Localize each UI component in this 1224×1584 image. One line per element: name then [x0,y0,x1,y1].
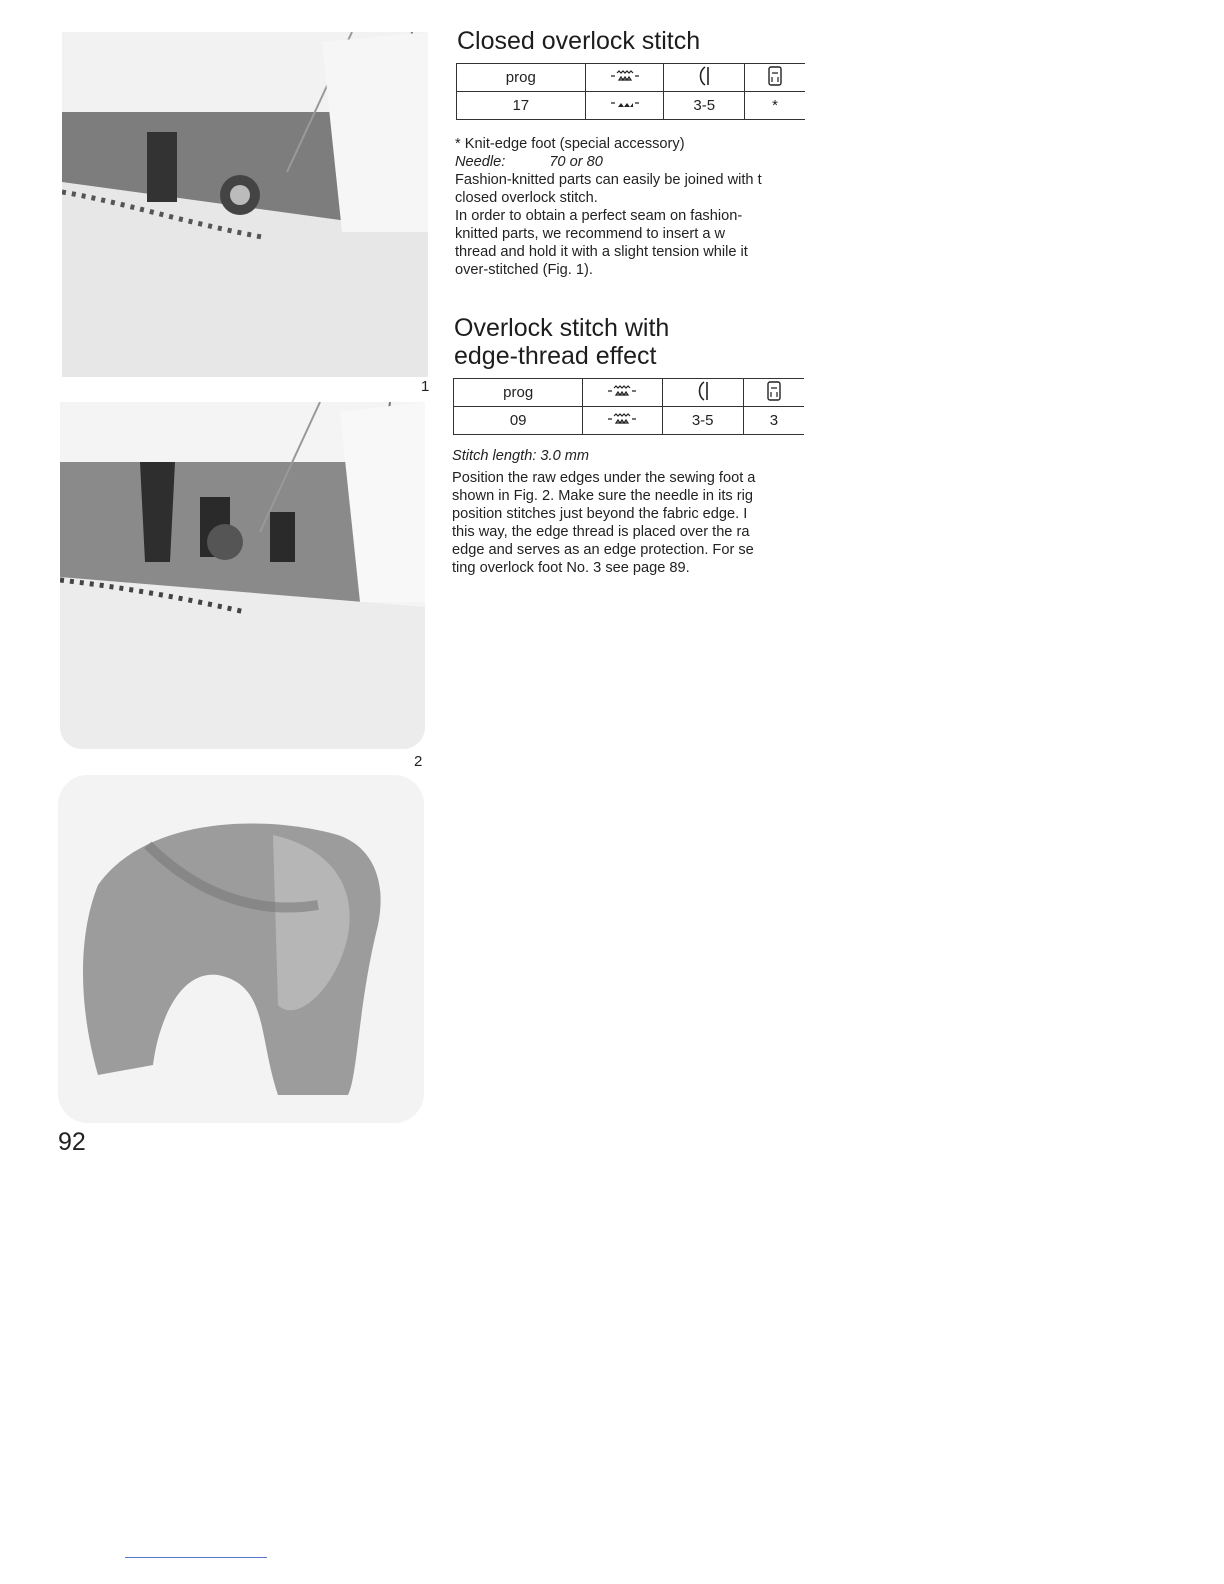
prog-header: prog [454,379,583,407]
body-line: closed overlock stitch. [455,190,598,206]
prog-value: 17 [457,92,586,120]
foot-value: * [745,92,805,120]
body-line: shown in Fig. 2. Make sure the needle in its rig [452,488,753,504]
presser-foot-icon [743,379,804,407]
figure-3-sweater-photo [58,775,424,1123]
needle-value: 70 or 80 [549,154,603,170]
body-line: thread and hold it with a slight tension while it [455,244,748,260]
section-heading-edge-thread [454,314,669,370]
needle-label: Needle: [455,154,506,170]
body-line: ting overlock foot No. 3 see page 89. [452,560,690,576]
tension-value: 3-5 [664,92,745,120]
body-line: Position the raw edges under the sewing foot a [452,470,756,486]
prog-value: 09 [454,407,583,435]
figure-1-photo [62,32,428,377]
body-line: this way, the edge thread is placed over the ra [452,524,750,540]
section-body-edge-thread [452,447,807,577]
figure-2-number: 2 [414,753,423,770]
figure-2-photo [60,402,425,749]
body-line: Fashion-knitted parts can easily be joined with t [455,172,762,188]
overlock-stitch-icon [583,379,662,407]
bottom-rule [125,1557,267,1558]
heading-line-1: Overlock stitch with [454,314,670,342]
needle-line [455,153,807,171]
heading-line-2: edge-thread effect [454,342,657,370]
section-body-closed-overlock [455,135,807,279]
body-line: edge and serves as an edge protection. For se [452,542,754,558]
body-line: position stitches just beyond the fabric edge. I [452,506,748,522]
body-line: knitted parts, we recommend to insert a w [455,226,726,242]
section-heading-closed-overlock: Closed overlock stitch [457,27,701,55]
presser-foot-icon [745,64,805,92]
overlock-stitch-icon [583,407,662,435]
thread-tension-icon [664,64,745,92]
foot-value: 3 [743,407,804,435]
closed-overlock-stitch-icon [585,92,664,120]
table-row [457,92,806,120]
stitch-length-note: Stitch length: 3.0 mm [452,448,590,464]
footnote: * Knit-edge foot (special accessory) [455,136,685,152]
tension-value: 3-5 [662,407,743,435]
body-line: In order to obtain a perfect seam on fashion- [455,208,743,224]
page-number: 92 [58,1128,86,1156]
figure-1-number: 1 [421,378,430,395]
body-line: over-stitched (Fig. 1). [455,262,593,278]
overlock-stitch-icon [585,64,664,92]
table-header-row [457,64,806,92]
table-header-row [454,379,805,407]
settings-table-closed-overlock [456,63,805,120]
settings-table-edge-thread [453,378,804,435]
table-row [454,407,805,435]
prog-header: prog [457,64,586,92]
thread-tension-icon [662,379,743,407]
